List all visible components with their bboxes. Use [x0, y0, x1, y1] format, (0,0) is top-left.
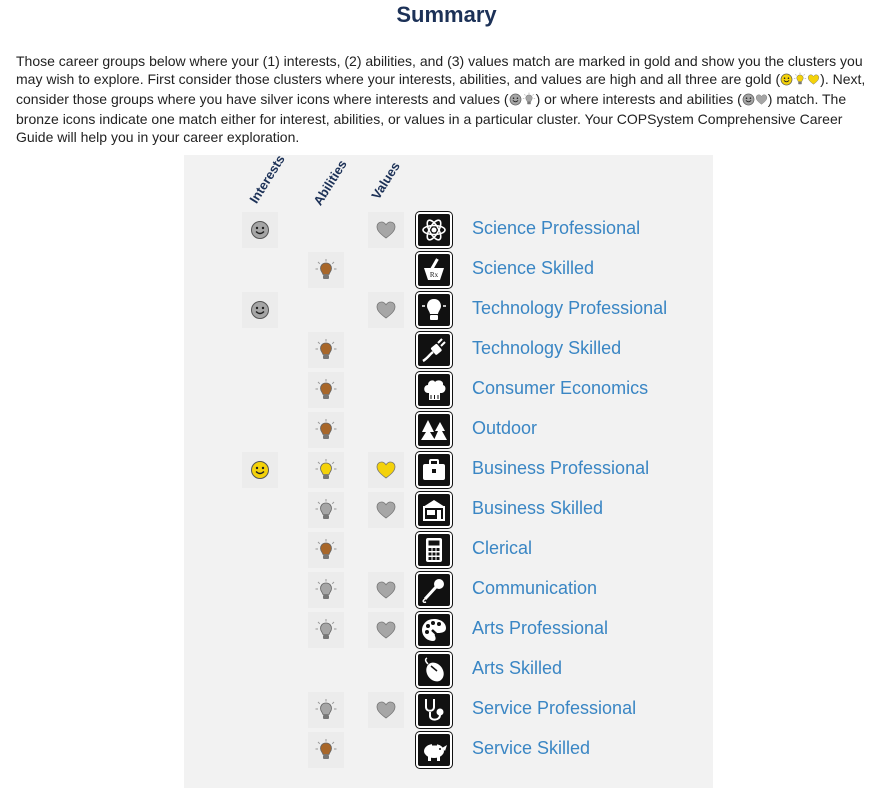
values-cell [368, 572, 404, 608]
cluster-link[interactable]: Business Professional [472, 458, 650, 478]
silver-heart-icon [375, 219, 397, 241]
interests-cell [242, 252, 278, 288]
cluster-link[interactable]: Communication [472, 578, 598, 598]
silver-lightbulb-icon [314, 698, 338, 722]
cluster-row [184, 732, 713, 768]
interests-cell [242, 532, 278, 568]
gold-smiley-icon [780, 73, 793, 89]
cluster-row [184, 652, 713, 688]
microphone-icon [416, 572, 452, 608]
abilities-cell [308, 572, 344, 608]
gold-lightbulb-icon [314, 458, 338, 482]
abilities-cell [308, 612, 344, 648]
intro-text-2: ). Next, consider those groups where you have silver icons where interests and values ( [16, 71, 866, 107]
cluster-link[interactable]: Clerical [472, 538, 533, 558]
piggy-bank-icon [416, 732, 452, 768]
cluster-link[interactable]: Science Professional [472, 218, 641, 238]
bronze-lightbulb-icon [314, 418, 338, 442]
abilities-cell [308, 692, 344, 728]
mouse-icon [416, 652, 452, 688]
intro-text-4: ) match. The bronze icons indicate one match either for interest, abilities, or values in a particular cluster. Your COPSystem Comprehensive Career Guide will help you in your career exploration. [16, 91, 847, 145]
legend-gold-icons [780, 72, 820, 90]
briefcase-icon [416, 452, 452, 488]
column-header-abilities: Abilities [310, 157, 350, 208]
silver-heart-icon [375, 499, 397, 521]
intro-text-1: Those career groups below where your (1) interests, (2) abilities, and (3) values match are marked in gold and show you the clusters you may wish to explore. First consider those clusters where your interests, abilities, and values are high and all three are gold ( [16, 53, 863, 87]
gold-heart-icon [375, 459, 397, 481]
values-cell [368, 612, 404, 648]
interests-cell [242, 332, 278, 368]
interests-cell [242, 412, 278, 448]
interests-cell [242, 612, 278, 648]
cluster-row [184, 332, 713, 368]
abilities-cell [308, 452, 344, 488]
cluster-row [184, 692, 713, 728]
bronze-lightbulb-icon [314, 538, 338, 562]
plug-icon [416, 332, 452, 368]
values-cell [368, 692, 404, 728]
silver-lightbulb-icon [314, 578, 338, 602]
silver-lightbulb-icon [522, 93, 536, 109]
abilities-cell [308, 252, 344, 288]
cluster-row [184, 212, 713, 248]
cluster-row [184, 612, 713, 648]
interests-cell [242, 692, 278, 728]
cluster-link[interactable]: Consumer Economics [472, 378, 649, 398]
legend-silver-interests-values-icons [509, 92, 536, 110]
intro-text-3: ) or where interests and abilities ( [535, 91, 742, 107]
cluster-row [184, 292, 713, 328]
abilities-cell [308, 652, 344, 688]
silver-lightbulb-icon [314, 498, 338, 522]
trees-icon [416, 412, 452, 448]
bronze-lightbulb-icon [314, 378, 338, 402]
intro-paragraph [16, 52, 878, 146]
values-cell [368, 732, 404, 768]
interests-cell [242, 212, 278, 248]
bronze-lightbulb-icon [314, 258, 338, 282]
gold-smiley-icon [250, 460, 270, 480]
silver-heart-icon [375, 699, 397, 721]
values-cell [368, 292, 404, 328]
gold-heart-icon [807, 73, 820, 89]
store-icon [416, 492, 452, 528]
mortar-pestle-icon [416, 252, 452, 288]
abilities-cell [308, 212, 344, 248]
silver-heart-icon [375, 619, 397, 641]
silver-smiley-icon [742, 93, 755, 109]
silver-lightbulb-icon [314, 618, 338, 642]
cluster-row [184, 412, 713, 448]
values-cell [368, 372, 404, 408]
silver-smiley-icon [250, 220, 270, 240]
values-cell [368, 412, 404, 448]
results-panel [184, 152, 713, 788]
silver-smiley-icon [250, 300, 270, 320]
values-cell [368, 252, 404, 288]
cluster-row [184, 372, 713, 408]
interests-cell [242, 372, 278, 408]
cluster-row [184, 492, 713, 528]
values-cell [368, 652, 404, 688]
values-cell [368, 492, 404, 528]
cluster-link[interactable]: Service Professional [472, 698, 637, 718]
cluster-link[interactable]: Outdoor [472, 418, 538, 438]
legend-silver-interests-abilities-icons [742, 92, 768, 110]
column-header-interests: Interests [246, 152, 288, 206]
palette-icon [416, 612, 452, 648]
silver-smiley-icon [509, 93, 522, 109]
cluster-link[interactable]: Arts Skilled [472, 658, 563, 678]
silver-heart-icon [375, 299, 397, 321]
abilities-cell [308, 732, 344, 768]
silver-heart-icon [755, 93, 768, 109]
column-header-values: Values [368, 159, 403, 202]
interests-cell [242, 652, 278, 688]
bronze-lightbulb-icon [314, 738, 338, 762]
lightbulb-icon [416, 292, 452, 328]
interests-cell [242, 452, 278, 488]
cluster-row [184, 572, 713, 608]
cluster-link[interactable]: Science Skilled [472, 258, 595, 278]
bronze-lightbulb-icon [314, 338, 338, 362]
values-cell [368, 332, 404, 368]
interests-cell [242, 292, 278, 328]
values-cell [368, 452, 404, 488]
interests-cell [242, 732, 278, 768]
svg-text:Rx: Rx [429, 271, 439, 279]
cluster-link[interactable]: Technology Professional [472, 298, 668, 318]
abilities-cell [308, 492, 344, 528]
calculator-icon [416, 532, 452, 568]
cluster-row [184, 532, 713, 568]
chef-hat-icon [416, 372, 452, 408]
atom-icon [416, 212, 452, 248]
abilities-cell [308, 372, 344, 408]
cluster-row [184, 252, 713, 288]
cluster-link[interactable]: Technology Skilled [472, 338, 622, 358]
abilities-cell [308, 412, 344, 448]
abilities-cell [308, 332, 344, 368]
cluster-link[interactable]: Arts Professional [472, 618, 609, 638]
interests-cell [242, 492, 278, 528]
values-cell [368, 532, 404, 568]
cluster-link[interactable]: Service Skilled [472, 738, 591, 758]
abilities-cell [308, 292, 344, 328]
cluster-link[interactable]: Business Skilled [472, 498, 604, 518]
interests-cell [242, 572, 278, 608]
stethoscope-icon [416, 692, 452, 728]
values-cell [368, 212, 404, 248]
cluster-row [184, 452, 713, 488]
abilities-cell [308, 532, 344, 568]
page-title: Summary [396, 2, 497, 27]
gold-lightbulb-icon [793, 73, 807, 89]
silver-heart-icon [375, 579, 397, 601]
